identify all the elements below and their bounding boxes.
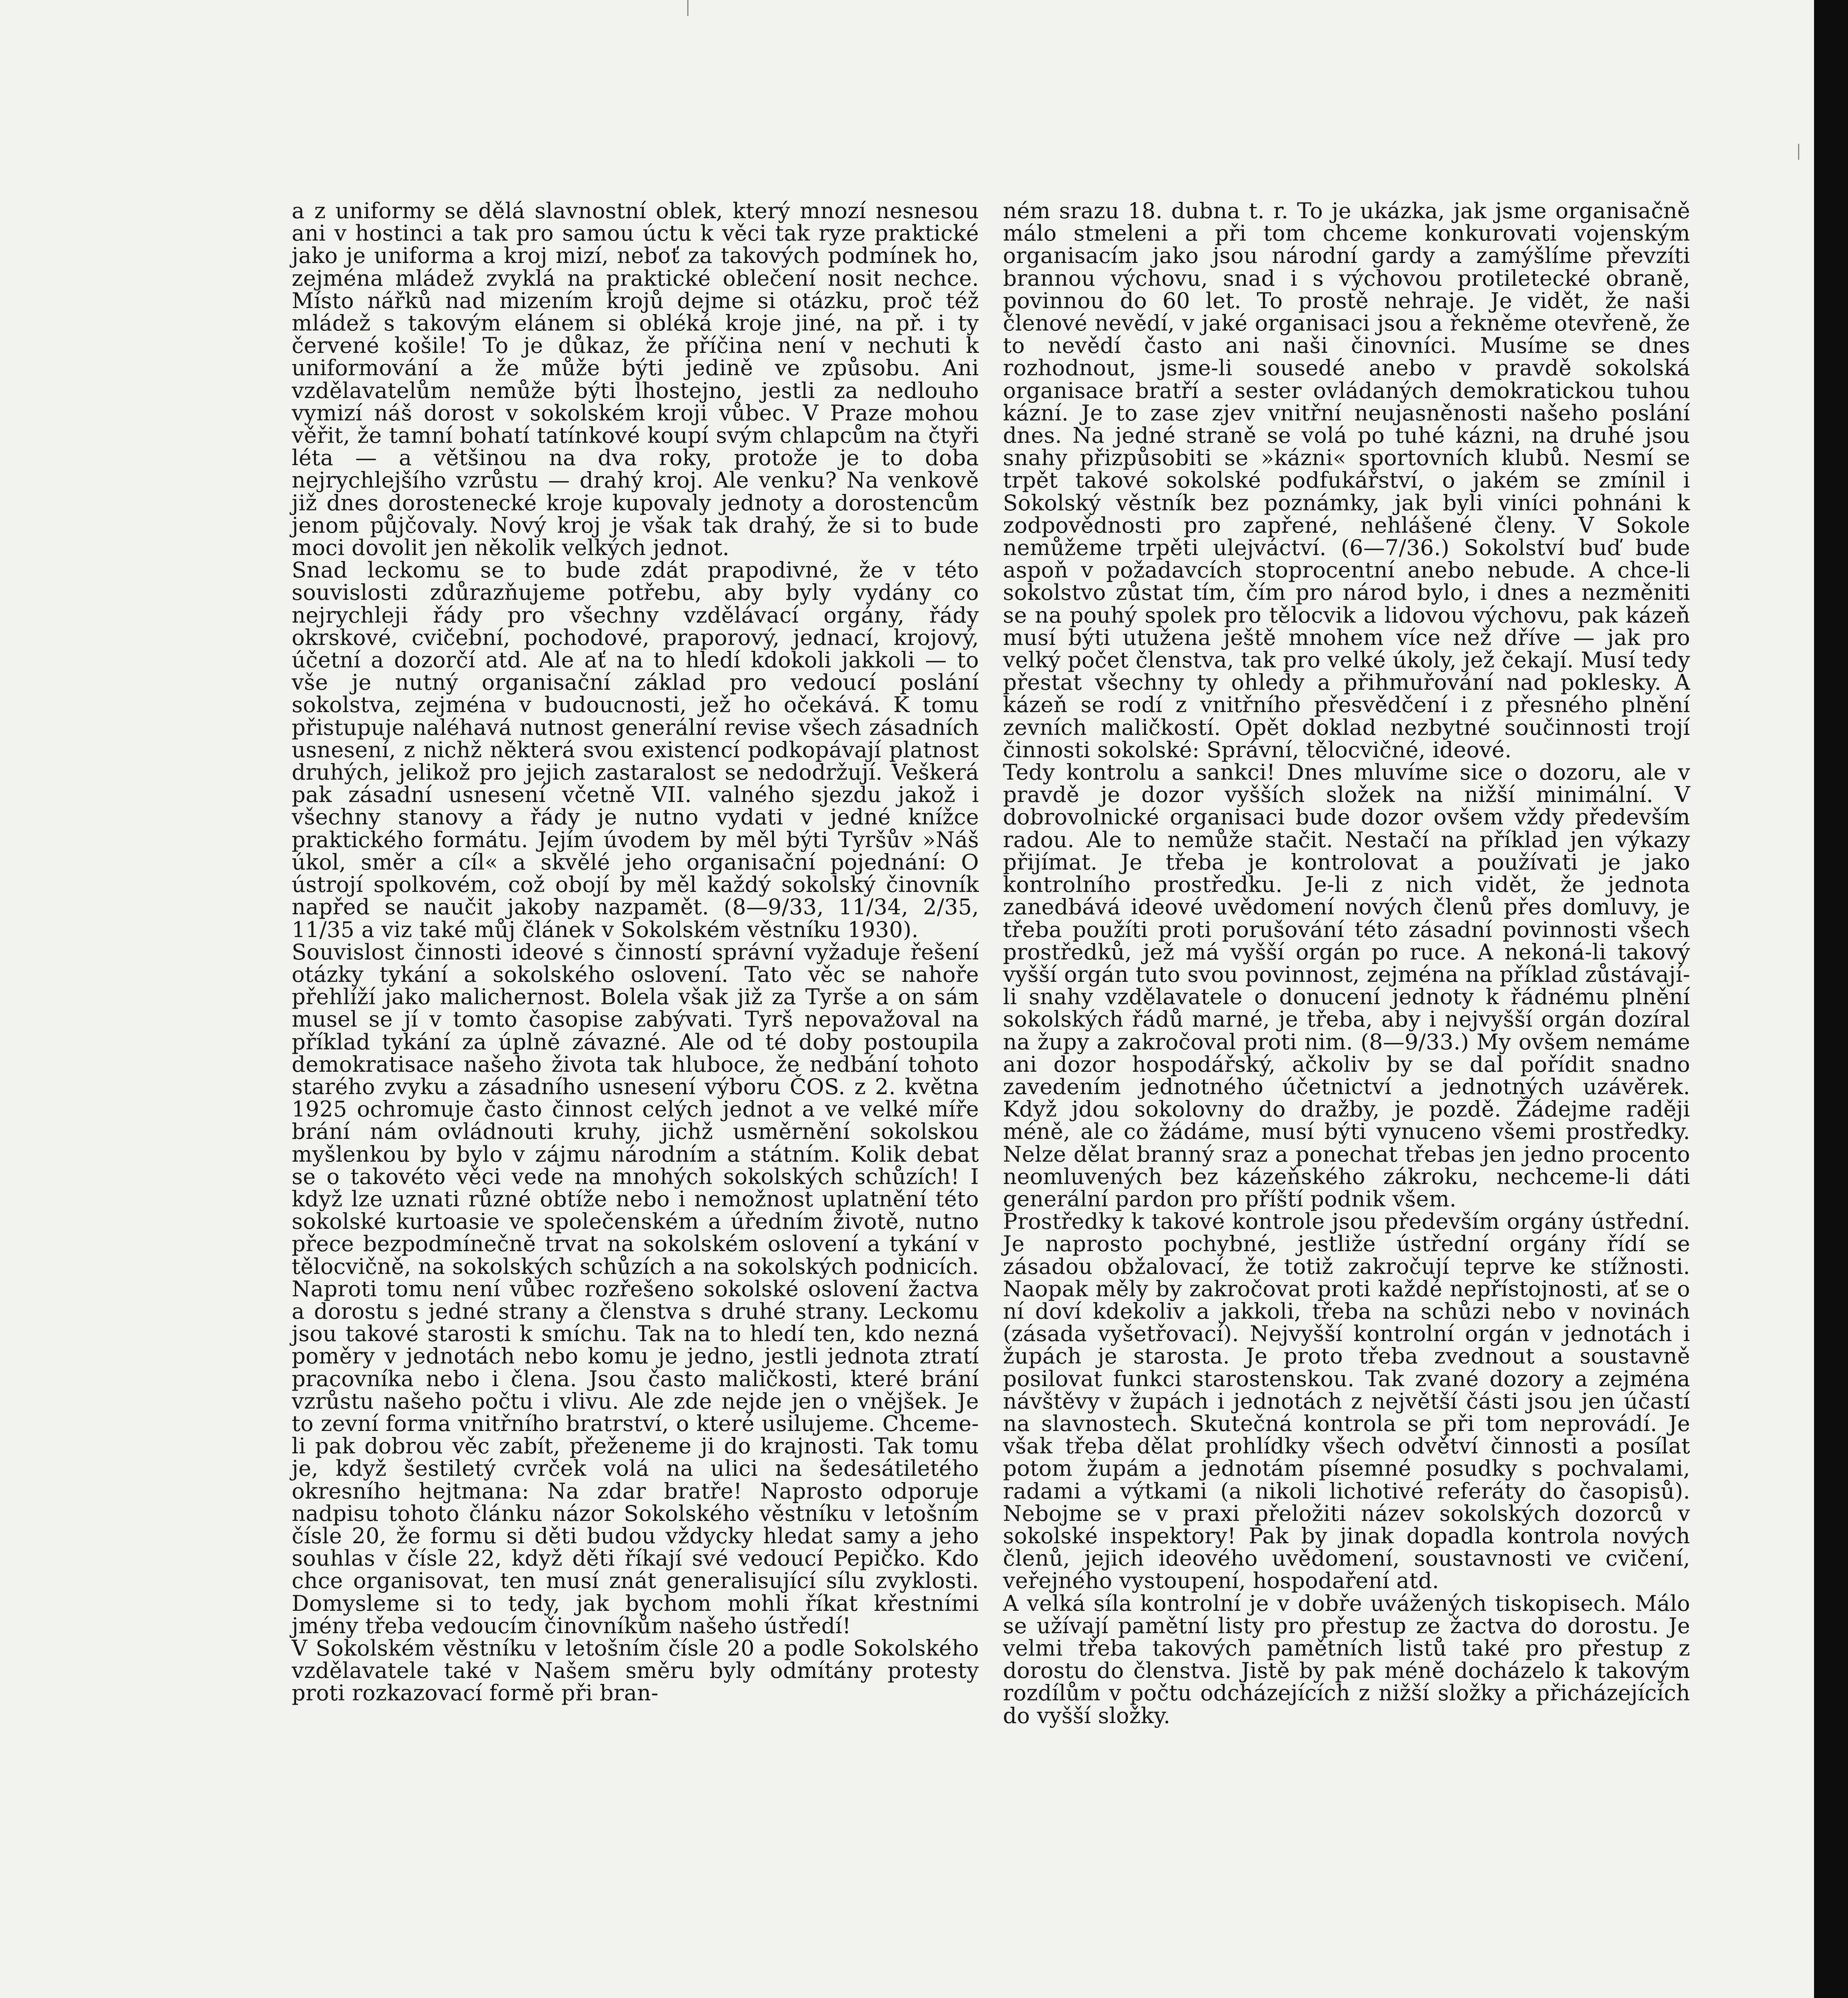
paragraph: Souvislost činnosti ideové s činností správní vyžaduje řešení otázky tykání a sokolského oslovení. Tato věc se nahoře přehlíží jako malichernost. Bolela však již za Tyrše a on sám musel se jí v tomto časopise zabývati. Tyrš nepovažoval na příklad tykání za úplně závazné. Ale od té doby postoupila demokratisace našeho života tak hluboce, že nedbání tohoto starého zvyku a zásadního usnesení výboru ČOS. z 2. května 1925 ochromuje často činnost celých jednot a ve velké míře brání nám ovládnouti kruhy, jichž usměrnění sokolskou myšlenkou by bylo v zájmu národním a státním. Kolik debat se o takovéto věci vede na mnohých sokolských schůzích! I když lze uznati různé obtíže nebo i nemožnost uplatnění této sokolské kurtoasie ve společenském a úředním životě, nutno přece bezpodmínečně trvat na sokolském oslovení a tykání v tělocvičně, na sokolských schůzích a na sokolských podnicích. Naproti tomu není vůbec rozřešeno sokolské oslovení žactva a dorostu s jedné strany a členstva s druhé strany. Leckomu jsou takové starosti k smíchu. Tak na to hledí ten, kdo nezná poměry v jednotách nebo komu je jedno, jestli jednota ztratí pracovníka nebo i člena. Jsou často maličkosti, které brání vzrůstu našeho počtu i vlivu. Ale zde nejde jen o vnějšek. Je to zevní forma vnitřního bratrství, o které usilujeme. Chceme-li pak dobrou věc zabít, přeženeme ji do krajnosti. Tak tomu je, když šestiletý cvrček volá na ulici na šedesátiletého okresního hejtmana: Na zdar bratře! Naprosto odporuje nadpisu tohoto článku názor Sokolského věstníku v letošním čísle 20, že formu si děti budou vždycky hledat samy a jeho souhlas v čísle 22, když děti říkají své vedoucí Pepičko. Kdo chce organisovat, ten musí znát generalisující sílu zvyklosti. Domysleme si to tedy, jak bychom mohli říkat křestními jmény třeba vedoucím činovníkům našeho ústředí! [292,939,979,1638]
paragraph: Tedy kontrolu a sankci! Dnes mluvíme sice o dozoru, ale v pravdě je dozor vyšších složek na nižší minimální. V dobrovolnické organisaci bude dozor ovšem vždy především radou. Ale to nemůže stačit. Nestačí na příklad jen výkazy přijímat. Je třeba je kontrolovat a používati je jako kontrolního prostředku. Je-li z nich vidět, že jednota zanedbává ideové uvědomení nových členů přes domluvy, je třeba použíti proti porušování této zásadní povinnosti všech prostředků, jež má vyšší orgán po ruce. A nekoná-li takový vyšší orgán tuto svou povinnost, zejména na příklad zůstávají-li snahy vzdělavatele o donucení jednoty k řádnému plnění sokolských řádů marné, je třeba, aby i nejvyšší orgán dozíral na župy a zakročoval proti nim. (8—9/33.) My ovšem nemáme ani dozor hospodářský, ačkoliv by se dal pořídit snadno zavedením jednotného účetnictví a jednotných uzávěrek. Když jdou sokolovny do dražby, je pozdě. Žádejme raději méně, ale co žádáme, musí býti vynuceno všemi prostředky. Nelze dělat branný sraz a ponechat třebas jen jedno procento neomluvených bez kázeňského zákroku, nechceme-li dáti generální pardon pro příští podnik všem. [1003,760,1690,1212]
text-column-right [1003,200,1690,1727]
scan-mark [687,0,688,16]
paragraph: ném srazu 18. dubna t. r. To je ukázka, jak jsme organisačně málo stmeleni a při tom chceme konkurovati vojenským organisacím jako jsou národní gardy a zamýšlíme převzíti brannou výchovu, snad i s výchovou protiletecké obraně, povinnou do 60 let. To prostě nehraje. Je vidět, že naši členové nevědí, v jaké organisaci jsou a řekněme otevřeně, že to nevědí často ani naši činovníci. Musíme se dnes rozhodnout, jsme-li sousedé anebo v pravdě sokolská organisace bratří a sester ovládaných demokratickou tuhou kázní. Je to zase zjev vnitřní neujasněnosti našeho poslání dnes. Na jedné straně se volá po tuhé kázni, na druhé jsou snahy přizpůsobiti se »kázni« sportovních klubů. Nesmí se trpět takové sokolské podfukářství, o jakém se zmínil i Sokolský věstník bez poznámky, jak byli viníci pohnáni k zodpovědnosti pro zapřené, nehlášené členy. V Sokole nemůžeme trpěti ulejváctví. (6—7/36.) Sokolství buď bude aspoň v požadavcích stoprocentní anebo nebude. A chce-li sokolstvo zůstat tím, čím pro národ bylo, i dnes a nezměniti se na pouhý spolek pro tělocvik a lidovou výchovu, pak kázeň musí býti utužena ještě mnohem více než dříve — jak pro velký počet členstva, tak pro velké úkoly, jež čekají. Musí tedy přestat všechny ty ohledy a přihmuřování nad poklesky. A kázeň se rodí z vnitřního přesvědčení i z přesného plnění zevních maličkostí. Opět doklad nezbytné součinnosti trojí činnosti sokolské: Správní, tělocvičné, ideové. [1003,198,1690,762]
paragraph: Prostředky k takové kontrole jsou především orgány ústřední. Je naprosto pochybné, jestliže ústřední orgány řídí se zásadou obžalovací, že totiž zakročují teprve ke stížnosti. Naopak měly by zakročovat proti každé nepřístojnosti, ať se o ní doví kdekoliv a jakkoli, třeba na schůzi nebo v novinách (zásada vyšetřovací). Nejvyšší kontrolní orgán v jednotách i župách je starosta. Je proto třeba zvednout a soustavně posilovat funkci starostenskou. Tak zvané dozory a zejména návštěvy v župách i jednotách z největší části jsou jen účastí na slavnostech. Skutečná kontrola se při tom neprovádí. Je však třeba dělat prohlídky všech odvětví činnosti a posílat potom župám a jednotám písemné posudky s pochvalami, radami a výtkami (a nikoli lichotivé referáty do časopisů). Nebojme se v praxi přeložiti název sokolských dozorců v sokolské inspektory! Pak by jinak dopadla kontrola nových členů, jejich ideového uvědomení, soustavnosti ve cvičení, veřejného vystoupení, hospodaření atd. [1003,1209,1690,1594]
text-column-left [292,200,979,1705]
scan-mark [1798,144,1799,160]
scan-edge [1814,0,1848,1998]
paragraph: Snad leckomu se to bude zdát prapodivné, že v této souvislosti zdůrazňujeme potřebu, aby byly vydány co nejrychleji řády pro všechny vzdělávací orgány, řády okrskové, cvičební, pochodové, praporový, jednací, krojový, účetní a dozorčí atd. Ale ať na to hledí kdokoli jakkoli — to vše je nutný organisační základ pro vedoucí poslání sokolstva, zejména v budoucnosti, jež ho očekává. K tomu přistupuje naléhavá nutnost generální revise všech zásadních usnesení, z nichž některá svou existencí podkopávají platnost druhých, jelikož pro jejich zastaralost se nedodržují. Veškerá pak zásadní usnesení včetně VII. valného sjezdu jakož i všechny stanovy a řády je nutno vydati v jedné knížce praktického formátu. Jejím úvodem by měl býti Tyršův »Náš úkol, směr a cíl« a skvělé jeho organisační pojednání: O ústrojí spolkovém, což obojí by měl každý sokolský činovník napřed se naučit jakoby nazpamět. (8—9/33, 11/34, 2/35, 11/35 a viz také můj článek v Sokolském věstníku 1930). [292,557,979,942]
paragraph: V Sokolském věstníku v letošním čísle 20 a podle Sokolského vzdělavatele také v Našem směru byly odmítány protesty proti rozkazovací formě při bran- [292,1636,979,1706]
paragraph: a z uniformy se dělá slavnostní oblek, který mnozí nesnesou ani v hostinci a tak pro samou úctu k věci tak ryze praktické jako je uniforma a kroj mizí, neboť za takových podmínek ho, zejména mládež zvyklá na praktické oblečení nosit nechce. Místo nářků nad mizením krojů dejme si otázku, proč též mládež s takovým elánem si obléká kroje jiné, na př. i ty červené košile! To je důkaz, že příčina není v nechuti k uniformování a že může býti jedině ve způsobu. Ani vzdělavatelům nemůže býti lhostejno, jestli za nedlouho vymizí náš dorost v sokolském kroji vůbec. V Praze mohou věřit, že tamní bohatí tatínkové koupí svým chlapcům na čtyři léta — a většinou na dva roky, protože je to doba nejrychlejšího vzrůstu — drahý kroj. Ale venku? Na venkově již dnes dorostenecké kroje kupovaly jednoty a dorostencům jenom půjčovaly. Nový kroj je však tak drahý, že si to bude moci dovolit jen několik velkých jednot. [292,198,979,561]
paragraph: A velká síla kontrolní je v dobře uvážených tiskopisech. Málo se užívají pamětní listy pro přestup ze žactva do dorostu. Je velmi třeba takových pamětních listů také pro přestup z dorostu do členstva. Jistě by pak méně docházelo k takovým rozdílům v počtu odcházejících z nižší složky a přicházejících do vyšší složky. [1003,1590,1690,1728]
